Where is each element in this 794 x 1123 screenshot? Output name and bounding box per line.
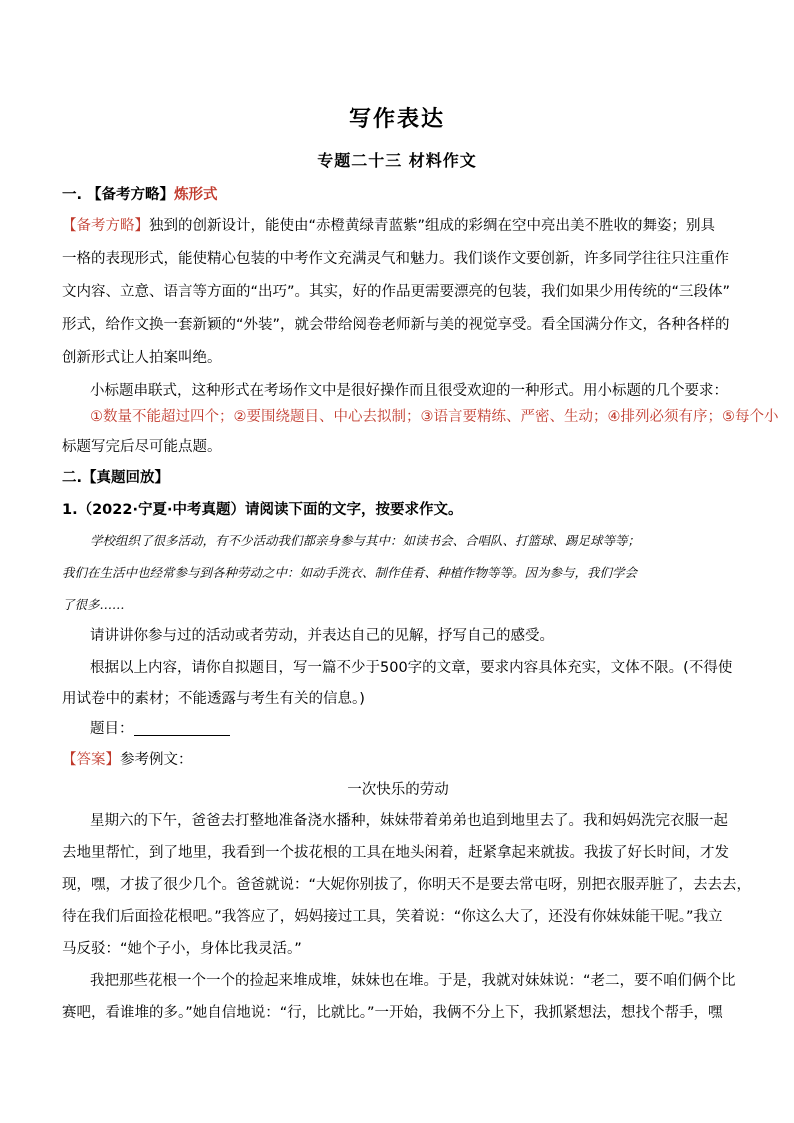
prompt-line: 根据以上内容，请你自拟题目，写一篇不少于500字的文章，要求内容具体充实，文体不限。(不得使: [90, 660, 733, 676]
section1-para1-line: [62, 214, 734, 235]
answer-label: 参考例文：: [120, 752, 193, 768]
essay-line: 赛吧，看谁堆的多。”她自信地说：“行，比就比。”一开始，我俩不分上下，我抓紧想法，想找个帮手，嘿: [62, 1005, 723, 1021]
essay-line: 待在我们后面捡花根吧。”我答应了，妈妈接过工具，笑着说：“你这么大了，还没有你妹妹能干呢。”我立: [62, 909, 723, 925]
answer-tag: 【答案】: [62, 752, 120, 768]
section1-heading: [62, 183, 734, 204]
title-field: [62, 717, 762, 738]
para-text: 独到的创新设计，能使由“赤橙黄绿青蓝紫”组成的彩绸在空中亮出美不胜收的舞姿；别具: [149, 218, 716, 234]
essay-line: 我把那些花根一个一个的捡起来堆成堆，妹妹也在堆。于是，我就对妹妹说：“老二，要不咱们俩个比: [90, 973, 736, 989]
section1-para3-line: ①数量不能超过四个；②要围绕题目、中心去拟制；③语言要精练、严密、生动；④排列必须有序；⑤每个小: [90, 409, 779, 425]
essay-title: 一次快乐的劳动: [347, 782, 449, 798]
prompt-line: 请讲讲你参与过的活动或者劳动，并表达自己的见解，抒写自己的感受。: [90, 628, 554, 644]
essay-line: 马反驳：“她个子小，身体比我灵活。”: [62, 941, 302, 957]
essay-line: 星期六的下午，爸爸去打整地准备浇水播种，妹妹带着弟弟也追到地里去了。我和妈妈洗完衣服一起: [90, 813, 728, 829]
section1-heading-prefix: 一. 【备考方略】: [62, 187, 175, 203]
section1-para2: 小标题串联式，这种形式在考场作文中是很好操作而且很受欢迎的一种形式。用小标题的几个要求：: [90, 383, 728, 399]
prompt-line: 用试卷中的素材；不能透露与考生有关的信息。): [62, 691, 365, 707]
question-line: 1.（2022·宁夏·中考真题）请阅读下面的文字，按要求作文。: [62, 502, 463, 518]
material-line: 了很多……: [62, 597, 125, 612]
section1-para1-line: 形式，给作文换一套新颖的“外装”，就会带给阅卷老师新与美的视觉享受。看全国满分作文，各种各样的: [62, 317, 730, 333]
title-blank[interactable]: [134, 723, 230, 736]
essay-line: 现，嘿，才拔了很少几个。爸爸就说：“大妮你别拔了，你明天不是要去常屯呀，别把衣服弄脏了，去去去，: [62, 877, 752, 893]
section1-para1-line: 文内容、立意、语言等方面的“出巧”。其实，好的作品更需要漂亮的包装，我们如果少用传统的“三段体”: [62, 284, 731, 300]
title-label: 题目：: [90, 721, 134, 737]
essay-line: 去地里帮忙，到了地里，我看到一个拔花根的工具在地头闲着，赶紧拿起来就拔。我拔了好长时间，才发: [62, 845, 729, 861]
material-line: 学校组织了很多活动，有不少活动我们都亲身参与其中：如读书会、合唱队、打篮球、踢足球等等；: [90, 533, 641, 548]
section1-heading-highlight: 炼形式: [174, 187, 218, 203]
section2-heading: 二.【真题回放】: [62, 470, 170, 486]
doc-title: 写作表达: [348, 107, 445, 132]
doc-subtitle: 专题二十三 材料作文: [317, 151, 477, 170]
section1-para1-line: 创新形式让人拍案叫绝。: [62, 350, 222, 366]
section1-para1-line: 一格的表现形式，能使精心包装的中考作文充满灵气和魅力。我们谈作文要创新，许多同学往往只注重作: [62, 251, 729, 267]
answer-line: [62, 748, 734, 769]
strategy-tag: 【备考方略】: [62, 218, 149, 234]
material-line: 我们在生活中也经常参与到各种劳动之中：如动手洗衣、制作佳肴、种植作物等等。因为参与，我们学会: [62, 565, 638, 580]
section1-para3-line: 标题写完后尽可能点题。: [62, 439, 222, 455]
